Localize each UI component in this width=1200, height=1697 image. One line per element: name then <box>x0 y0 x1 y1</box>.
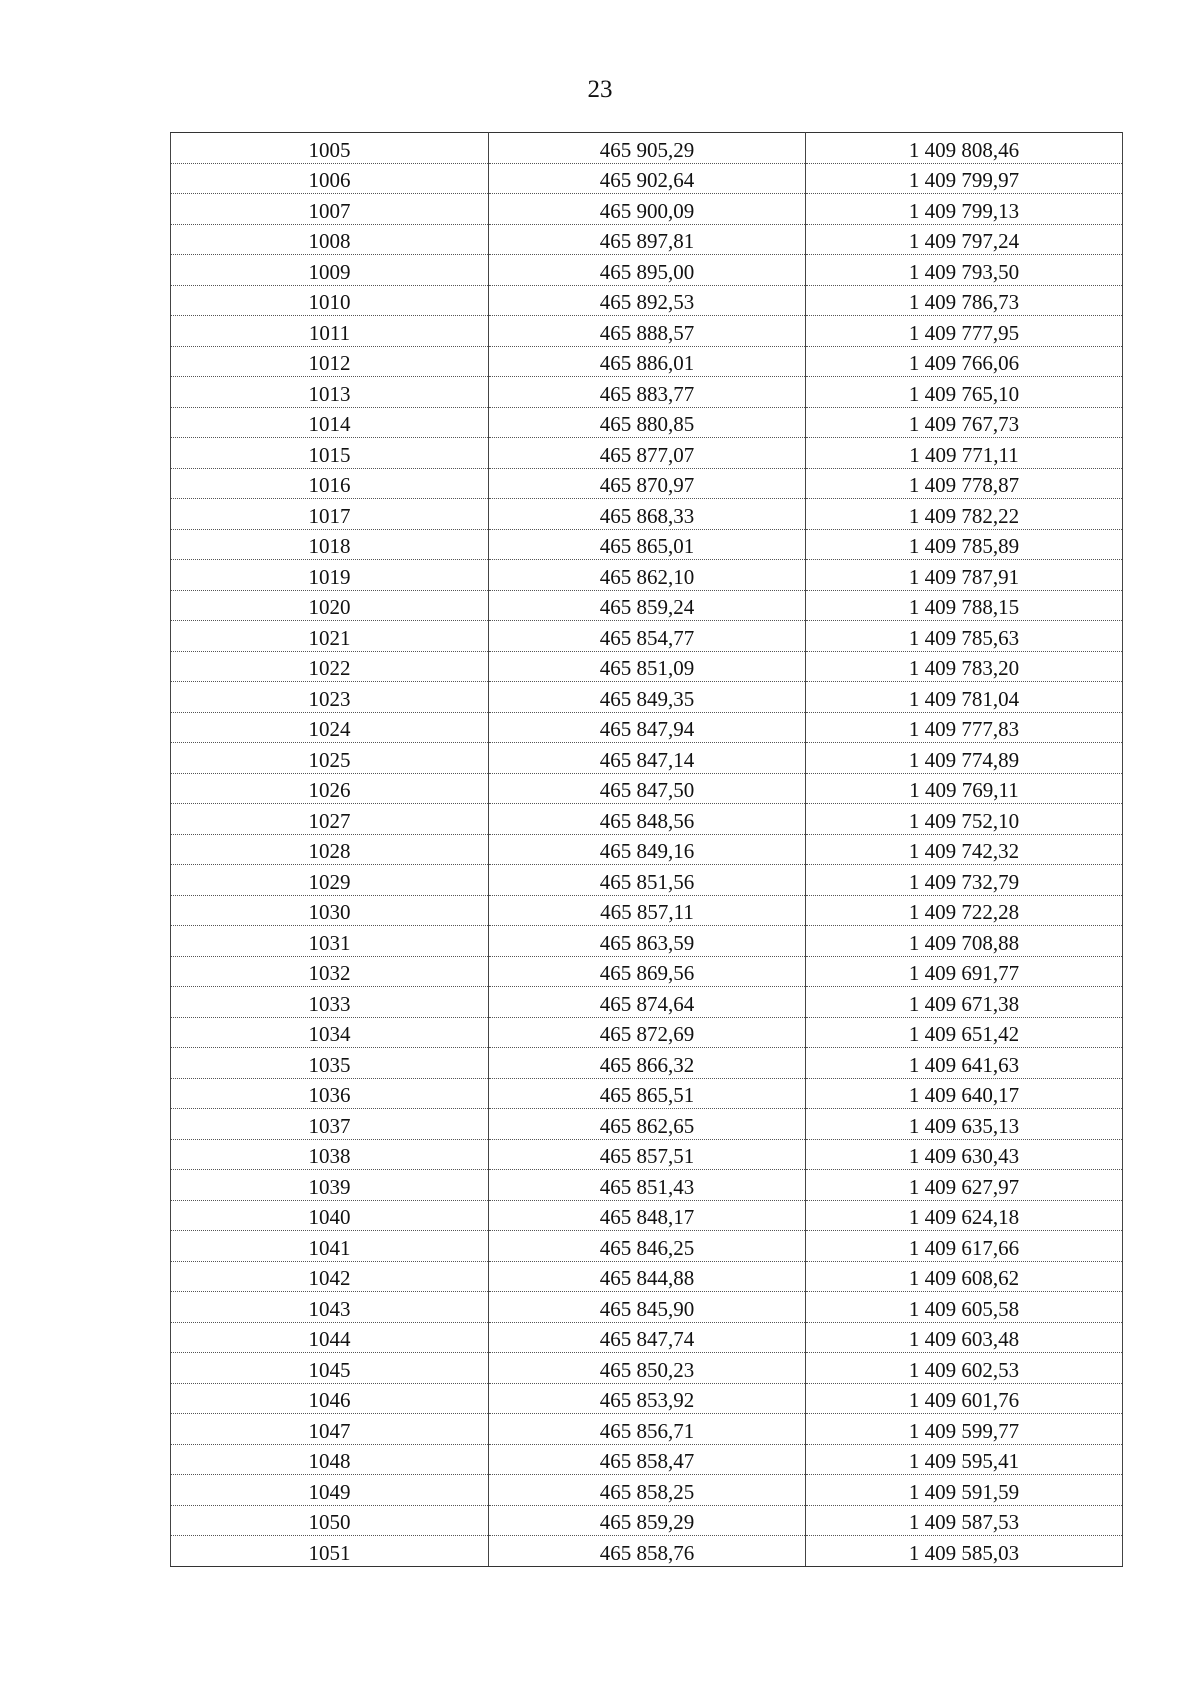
point-number-cell: 1037 <box>171 1109 489 1140</box>
y-coordinate-cell: 1 409 781,04 <box>806 682 1123 713</box>
x-coordinate-cell: 465 880,85 <box>489 407 806 438</box>
x-coordinate-cell: 465 886,01 <box>489 346 806 377</box>
point-number-cell: 1047 <box>171 1414 489 1445</box>
point-number-cell: 1016 <box>171 468 489 499</box>
table-row <box>171 865 1123 896</box>
x-coordinate-cell: 465 858,47 <box>489 1444 806 1475</box>
point-number-cell: 1046 <box>171 1383 489 1414</box>
point-number-cell: 1020 <box>171 590 489 621</box>
point-number-cell: 1025 <box>171 743 489 774</box>
x-coordinate-cell: 465 872,69 <box>489 1017 806 1048</box>
y-coordinate-cell: 1 409 651,42 <box>806 1017 1123 1048</box>
x-coordinate-cell: 465 859,24 <box>489 590 806 621</box>
table-row <box>171 1383 1123 1414</box>
x-coordinate-cell: 465 848,56 <box>489 804 806 835</box>
point-number-cell: 1026 <box>171 773 489 804</box>
y-coordinate-cell: 1 409 722,28 <box>806 895 1123 926</box>
table-row <box>171 1444 1123 1475</box>
x-coordinate-cell: 465 858,25 <box>489 1475 806 1506</box>
y-coordinate-cell: 1 409 785,89 <box>806 529 1123 560</box>
point-number-cell: 1027 <box>171 804 489 835</box>
table-row <box>171 438 1123 469</box>
point-number-cell: 1050 <box>171 1505 489 1536</box>
x-coordinate-cell: 465 863,59 <box>489 926 806 957</box>
coordinates-table <box>170 132 1123 1567</box>
y-coordinate-cell: 1 409 624,18 <box>806 1200 1123 1231</box>
x-coordinate-cell: 465 895,00 <box>489 255 806 286</box>
y-coordinate-cell: 1 409 601,76 <box>806 1383 1123 1414</box>
y-coordinate-cell: 1 409 641,63 <box>806 1048 1123 1079</box>
table-row <box>171 651 1123 682</box>
table-row <box>171 1261 1123 1292</box>
x-coordinate-cell: 465 900,09 <box>489 194 806 225</box>
x-coordinate-cell: 465 844,88 <box>489 1261 806 1292</box>
x-coordinate-cell: 465 853,92 <box>489 1383 806 1414</box>
x-coordinate-cell: 465 865,01 <box>489 529 806 560</box>
x-coordinate-cell: 465 868,33 <box>489 499 806 530</box>
x-coordinate-cell: 465 846,25 <box>489 1231 806 1262</box>
x-coordinate-cell: 465 866,32 <box>489 1048 806 1079</box>
point-number-cell: 1040 <box>171 1200 489 1231</box>
y-coordinate-cell: 1 409 630,43 <box>806 1139 1123 1170</box>
y-coordinate-cell: 1 409 777,95 <box>806 316 1123 347</box>
table-row <box>171 1505 1123 1536</box>
point-number-cell: 1021 <box>171 621 489 652</box>
point-number-cell: 1031 <box>171 926 489 957</box>
point-number-cell: 1011 <box>171 316 489 347</box>
table-row <box>171 1048 1123 1079</box>
table-row <box>171 1078 1123 1109</box>
point-number-cell: 1005 <box>171 133 489 164</box>
point-number-cell: 1048 <box>171 1444 489 1475</box>
table-row <box>171 346 1123 377</box>
x-coordinate-cell: 465 874,64 <box>489 987 806 1018</box>
y-coordinate-cell: 1 409 752,10 <box>806 804 1123 835</box>
table-row <box>171 133 1123 164</box>
x-coordinate-cell: 465 848,17 <box>489 1200 806 1231</box>
x-coordinate-cell: 465 850,23 <box>489 1353 806 1384</box>
table-row <box>171 804 1123 835</box>
table-row <box>171 163 1123 194</box>
x-coordinate-cell: 465 865,51 <box>489 1078 806 1109</box>
x-coordinate-cell: 465 845,90 <box>489 1292 806 1323</box>
y-coordinate-cell: 1 409 640,17 <box>806 1078 1123 1109</box>
x-coordinate-cell: 465 857,11 <box>489 895 806 926</box>
x-coordinate-cell: 465 847,74 <box>489 1322 806 1353</box>
y-coordinate-cell: 1 409 808,46 <box>806 133 1123 164</box>
table-row <box>171 224 1123 255</box>
point-number-cell: 1042 <box>171 1261 489 1292</box>
y-coordinate-cell: 1 409 783,20 <box>806 651 1123 682</box>
table-row <box>171 712 1123 743</box>
y-coordinate-cell: 1 409 627,97 <box>806 1170 1123 1201</box>
table-row <box>171 590 1123 621</box>
point-number-cell: 1014 <box>171 407 489 438</box>
table-row <box>171 834 1123 865</box>
table-row <box>171 316 1123 347</box>
coordinates-table-body <box>171 133 1123 1567</box>
y-coordinate-cell: 1 409 777,83 <box>806 712 1123 743</box>
x-coordinate-cell: 465 902,64 <box>489 163 806 194</box>
point-number-cell: 1034 <box>171 1017 489 1048</box>
point-number-cell: 1013 <box>171 377 489 408</box>
y-coordinate-cell: 1 409 785,63 <box>806 621 1123 652</box>
table-row <box>171 377 1123 408</box>
x-coordinate-cell: 465 851,43 <box>489 1170 806 1201</box>
table-row <box>171 1475 1123 1506</box>
table-row <box>171 1200 1123 1231</box>
table-row <box>171 1322 1123 1353</box>
x-coordinate-cell: 465 858,76 <box>489 1536 806 1567</box>
point-number-cell: 1030 <box>171 895 489 926</box>
table-row <box>171 407 1123 438</box>
point-number-cell: 1032 <box>171 956 489 987</box>
y-coordinate-cell: 1 409 767,73 <box>806 407 1123 438</box>
point-number-cell: 1029 <box>171 865 489 896</box>
x-coordinate-cell: 465 847,94 <box>489 712 806 743</box>
table-row <box>171 1353 1123 1384</box>
y-coordinate-cell: 1 409 595,41 <box>806 1444 1123 1475</box>
x-coordinate-cell: 465 849,16 <box>489 834 806 865</box>
point-number-cell: 1041 <box>171 1231 489 1262</box>
x-coordinate-cell: 465 892,53 <box>489 285 806 316</box>
table-row <box>171 682 1123 713</box>
x-coordinate-cell: 465 849,35 <box>489 682 806 713</box>
x-coordinate-cell: 465 897,81 <box>489 224 806 255</box>
x-coordinate-cell: 465 859,29 <box>489 1505 806 1536</box>
table-row <box>171 1414 1123 1445</box>
y-coordinate-cell: 1 409 766,06 <box>806 346 1123 377</box>
point-number-cell: 1035 <box>171 1048 489 1079</box>
table-row <box>171 255 1123 286</box>
x-coordinate-cell: 465 856,71 <box>489 1414 806 1445</box>
point-number-cell: 1036 <box>171 1078 489 1109</box>
y-coordinate-cell: 1 409 603,48 <box>806 1322 1123 1353</box>
table-row <box>171 1536 1123 1567</box>
table-row <box>171 987 1123 1018</box>
table-row <box>171 773 1123 804</box>
x-coordinate-cell: 465 888,57 <box>489 316 806 347</box>
y-coordinate-cell: 1 409 635,13 <box>806 1109 1123 1140</box>
point-number-cell: 1038 <box>171 1139 489 1170</box>
table-row <box>171 529 1123 560</box>
point-number-cell: 1045 <box>171 1353 489 1384</box>
point-number-cell: 1008 <box>171 224 489 255</box>
point-number-cell: 1009 <box>171 255 489 286</box>
point-number-cell: 1018 <box>171 529 489 560</box>
point-number-cell: 1017 <box>171 499 489 530</box>
x-coordinate-cell: 465 862,65 <box>489 1109 806 1140</box>
y-coordinate-cell: 1 409 591,59 <box>806 1475 1123 1506</box>
y-coordinate-cell: 1 409 769,11 <box>806 773 1123 804</box>
y-coordinate-cell: 1 409 742,32 <box>806 834 1123 865</box>
y-coordinate-cell: 1 409 602,53 <box>806 1353 1123 1384</box>
y-coordinate-cell: 1 409 774,89 <box>806 743 1123 774</box>
x-coordinate-cell: 465 854,77 <box>489 621 806 652</box>
table-row <box>171 468 1123 499</box>
point-number-cell: 1043 <box>171 1292 489 1323</box>
y-coordinate-cell: 1 409 786,73 <box>806 285 1123 316</box>
y-coordinate-cell: 1 409 771,11 <box>806 438 1123 469</box>
point-number-cell: 1044 <box>171 1322 489 1353</box>
point-number-cell: 1015 <box>171 438 489 469</box>
table-row <box>171 1170 1123 1201</box>
point-number-cell: 1006 <box>171 163 489 194</box>
y-coordinate-cell: 1 409 732,79 <box>806 865 1123 896</box>
table-row <box>171 1292 1123 1323</box>
table-row <box>171 1139 1123 1170</box>
y-coordinate-cell: 1 409 799,13 <box>806 194 1123 225</box>
table-row <box>171 499 1123 530</box>
y-coordinate-cell: 1 409 788,15 <box>806 590 1123 621</box>
y-coordinate-cell: 1 409 787,91 <box>806 560 1123 591</box>
table-row <box>171 560 1123 591</box>
x-coordinate-cell: 465 862,10 <box>489 560 806 591</box>
x-coordinate-cell: 465 847,14 <box>489 743 806 774</box>
x-coordinate-cell: 465 870,97 <box>489 468 806 499</box>
point-number-cell: 1049 <box>171 1475 489 1506</box>
point-number-cell: 1022 <box>171 651 489 682</box>
x-coordinate-cell: 465 851,56 <box>489 865 806 896</box>
table-row <box>171 926 1123 957</box>
table-row <box>171 956 1123 987</box>
x-coordinate-cell: 465 905,29 <box>489 133 806 164</box>
y-coordinate-cell: 1 409 585,03 <box>806 1536 1123 1567</box>
point-number-cell: 1019 <box>171 560 489 591</box>
y-coordinate-cell: 1 409 608,62 <box>806 1261 1123 1292</box>
table-row <box>171 1231 1123 1262</box>
table-row <box>171 743 1123 774</box>
y-coordinate-cell: 1 409 691,77 <box>806 956 1123 987</box>
y-coordinate-cell: 1 409 708,88 <box>806 926 1123 957</box>
page-number: 23 <box>587 76 613 103</box>
table-row <box>171 194 1123 225</box>
y-coordinate-cell: 1 409 782,22 <box>806 499 1123 530</box>
point-number-cell: 1033 <box>171 987 489 1018</box>
x-coordinate-cell: 465 883,77 <box>489 377 806 408</box>
x-coordinate-cell: 465 857,51 <box>489 1139 806 1170</box>
x-coordinate-cell: 465 851,09 <box>489 651 806 682</box>
y-coordinate-cell: 1 409 797,24 <box>806 224 1123 255</box>
table-row <box>171 621 1123 652</box>
y-coordinate-cell: 1 409 587,53 <box>806 1505 1123 1536</box>
y-coordinate-cell: 1 409 671,38 <box>806 987 1123 1018</box>
point-number-cell: 1051 <box>171 1536 489 1567</box>
point-number-cell: 1007 <box>171 194 489 225</box>
y-coordinate-cell: 1 409 778,87 <box>806 468 1123 499</box>
point-number-cell: 1023 <box>171 682 489 713</box>
y-coordinate-cell: 1 409 599,77 <box>806 1414 1123 1445</box>
y-coordinate-cell: 1 409 605,58 <box>806 1292 1123 1323</box>
point-number-cell: 1012 <box>171 346 489 377</box>
point-number-cell: 1028 <box>171 834 489 865</box>
x-coordinate-cell: 465 869,56 <box>489 956 806 987</box>
x-coordinate-cell: 465 847,50 <box>489 773 806 804</box>
table-row <box>171 285 1123 316</box>
table-row <box>171 1017 1123 1048</box>
point-number-cell: 1024 <box>171 712 489 743</box>
table-row <box>171 895 1123 926</box>
y-coordinate-cell: 1 409 799,97 <box>806 163 1123 194</box>
x-coordinate-cell: 465 877,07 <box>489 438 806 469</box>
y-coordinate-cell: 1 409 765,10 <box>806 377 1123 408</box>
y-coordinate-cell: 1 409 793,50 <box>806 255 1123 286</box>
table-row <box>171 1109 1123 1140</box>
y-coordinate-cell: 1 409 617,66 <box>806 1231 1123 1262</box>
point-number-cell: 1039 <box>171 1170 489 1201</box>
point-number-cell: 1010 <box>171 285 489 316</box>
